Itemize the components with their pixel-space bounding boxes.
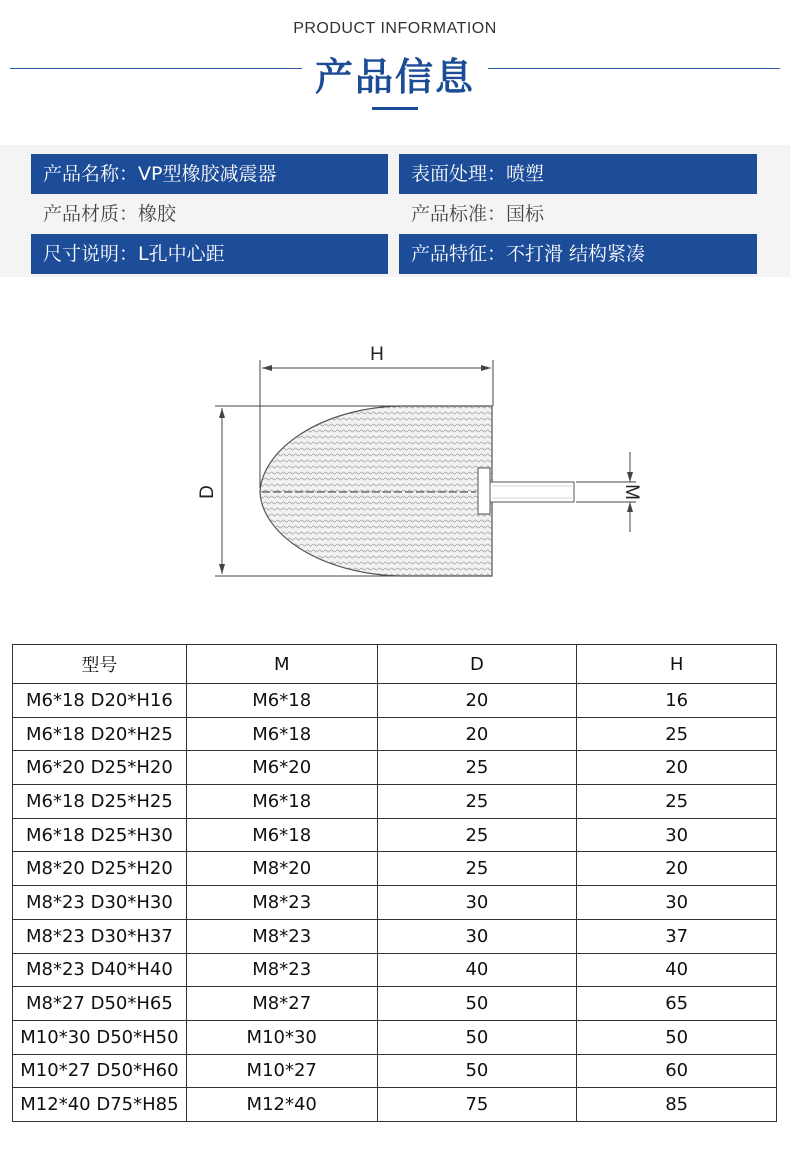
cell-h: 16 [577,684,777,718]
table-row [13,1088,777,1122]
m-label: M [621,484,642,500]
cell-d: 20 [377,684,577,718]
cell-m: M6*18 [186,684,377,718]
info-feature: 产品特征：不打滑 结构紧凑 [399,234,757,274]
table-row [13,785,777,819]
table-row [13,919,777,953]
cell-model: M12*40 D75*H85 [13,1088,187,1122]
col-header-model: 型号 [13,645,187,684]
cell-model: M8*23 D40*H40 [13,953,187,987]
cell-model: M10*30 D50*H50 [13,1020,187,1054]
cell-m: M12*40 [186,1088,377,1122]
cell-m: M6*18 [186,785,377,819]
cell-h: 25 [577,717,777,751]
title-underline [372,107,418,110]
info-product-name: 产品名称：VP型橡胶减震器 [31,154,388,194]
table-row [13,886,777,920]
cell-d: 75 [377,1088,577,1122]
bolt-stud [490,482,574,502]
table-row [13,1020,777,1054]
cell-m: M6*18 [186,717,377,751]
cell-h: 25 [577,785,777,819]
cell-d: 20 [377,717,577,751]
cell-h: 65 [577,987,777,1021]
cell-model: M8*23 D30*H37 [13,919,187,953]
col-header-m: M [186,645,377,684]
info-material: 产品材质：橡胶 [43,203,177,225]
section-subtitle: PRODUCT INFORMATION [293,20,497,37]
cell-h: 40 [577,953,777,987]
cell-h: 60 [577,1054,777,1088]
cell-m: M8*23 [186,953,377,987]
cell-model: M6*18 D20*H16 [13,684,187,718]
cell-model: M6*18 D20*H25 [13,717,187,751]
cell-model: M6*18 D25*H30 [13,818,187,852]
table-row [13,818,777,852]
cell-h: 20 [577,751,777,785]
table-row [13,987,777,1021]
table-row [13,717,777,751]
h-label: H [370,344,384,365]
cell-d: 25 [377,852,577,886]
cell-d: 40 [377,953,577,987]
cell-h: 85 [577,1088,777,1122]
cell-model: M8*20 D25*H20 [13,852,187,886]
table-row [13,852,777,886]
cell-m: M8*23 [186,886,377,920]
cell-model: M6*20 D25*H20 [13,751,187,785]
cell-h: 20 [577,852,777,886]
table-row [13,953,777,987]
diagram-svg [0,320,790,610]
info-size-note: 尺寸说明：L孔中心距 [31,234,388,274]
cell-model: M8*23 D30*H30 [13,886,187,920]
info-standard: 产品标准：国标 [411,203,545,225]
cell-model: M10*27 D50*H60 [13,1054,187,1088]
dimension-diagram [0,320,790,610]
cell-m: M8*27 [186,987,377,1021]
col-header-d: D [377,645,577,684]
section-title: 产品信息 [314,55,475,99]
col-header-h: H [577,645,777,684]
cell-model: M8*27 D50*H65 [13,987,187,1021]
cell-d: 25 [377,751,577,785]
cell-d: 50 [377,1020,577,1054]
cell-h: 30 [577,818,777,852]
cell-d: 30 [377,886,577,920]
cell-d: 30 [377,919,577,953]
d-label: D [197,485,218,499]
table-row [13,751,777,785]
cell-d: 50 [377,987,577,1021]
cell-model: M6*18 D25*H25 [13,785,187,819]
cell-d: 25 [377,785,577,819]
info-surface-treatment: 表面处理：喷塑 [399,154,757,194]
cell-h: 37 [577,919,777,953]
cell-h: 30 [577,886,777,920]
table-row [13,1054,777,1088]
table-header-row [13,645,777,684]
spec-table [12,644,777,1122]
cell-m: M6*20 [186,751,377,785]
cell-d: 25 [377,818,577,852]
table-row [13,684,777,718]
cell-m: M8*23 [186,919,377,953]
cell-m: M10*30 [186,1020,377,1054]
cell-m: M8*20 [186,852,377,886]
metal-plate [478,468,490,514]
cell-d: 50 [377,1054,577,1088]
cell-h: 50 [577,1020,777,1054]
cell-m: M6*18 [186,818,377,852]
cell-m: M10*27 [186,1054,377,1088]
